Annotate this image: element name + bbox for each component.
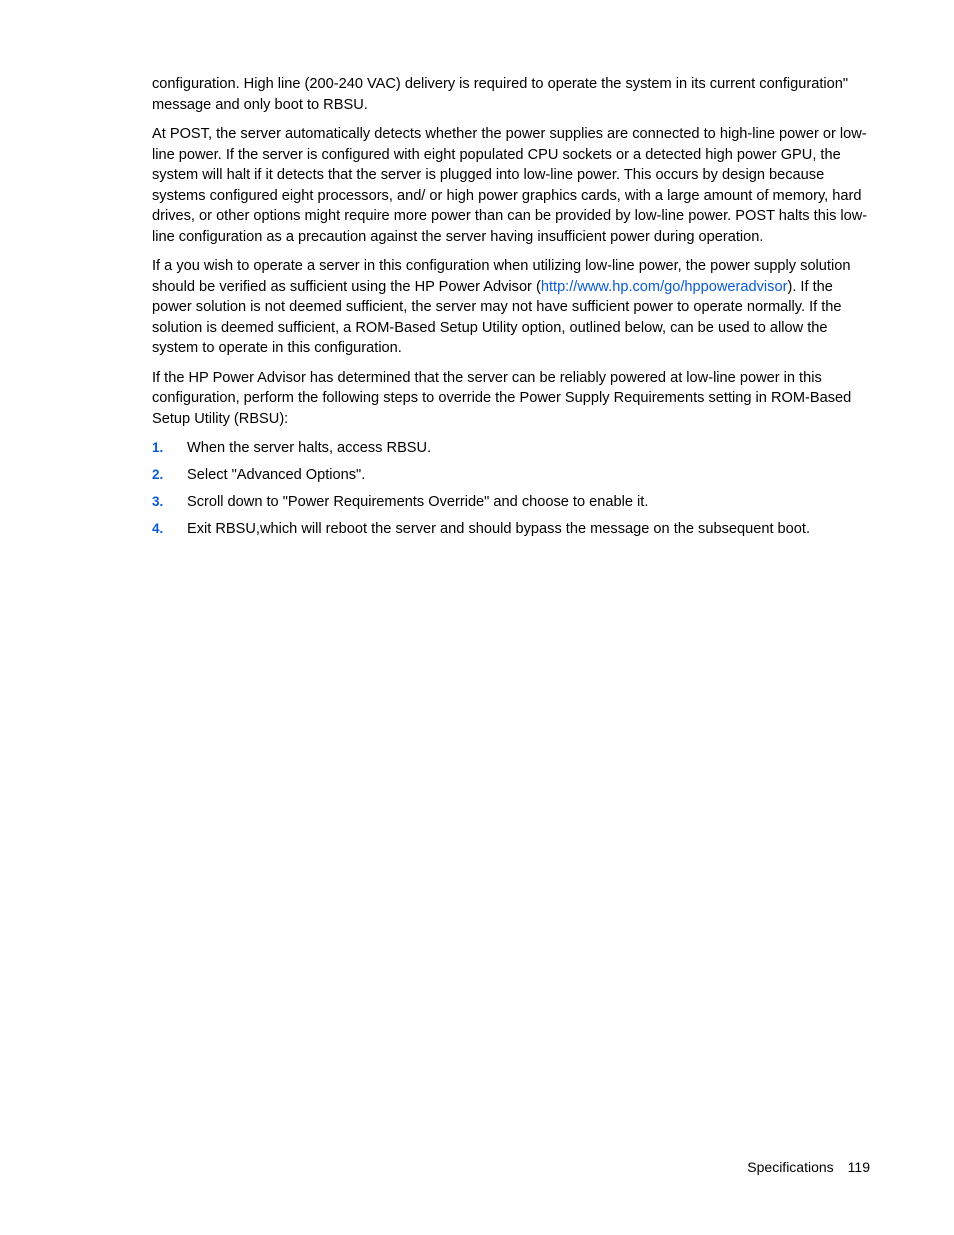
- footer-section-name: Specifications: [747, 1159, 834, 1175]
- step-number: 4.: [152, 521, 164, 536]
- paragraph-power-advisor-text-after: ). If the power solution is not deemed sufficient, the server may not have sufficient power to operate normally. If the solution is deemed sufficient, a ROM-Based Setup Utility option, outlined below, can be used to allow the system to operate in this configuration.: [152, 278, 842, 356]
- list-item: [152, 438, 872, 459]
- document-body: [152, 74, 872, 546]
- page-number: 119: [847, 1159, 870, 1175]
- hp-power-advisor-link[interactable]: http://www.hp.com/go/hppoweradvisor: [540, 278, 788, 295]
- step-text: Select "Advanced Options".: [187, 467, 366, 483]
- paragraph-message-continuation: configuration. High line (200-240 VAC) delivery is required to operate the system in its current configuration" message and only boot to RBSU.: [152, 76, 849, 113]
- page-footer: [747, 1157, 870, 1177]
- list-item: [152, 492, 872, 513]
- step-text: Exit RBSU,which will reboot the server and should bypass the message on the subsequent boot.: [187, 521, 811, 537]
- step-text: When the server halts, access RBSU.: [187, 440, 432, 456]
- paragraph-override-intro: If the HP Power Advisor has determined that the server can be reliably powered at low-line power in this configuration, perform the following steps to override the Power Supply Requirements setting in ROM-Based Setup Utility (RBSU):: [152, 369, 852, 427]
- paragraph-power-advisor: [152, 256, 872, 359]
- list-item: [152, 465, 872, 486]
- paragraph-post-detection: At POST, the server automatically detects whether the power supplies are connected to high-line power or low-line power. If the server is configured with eight populated CPU sockets or a detected high power GPU, the system will halt if it detects that the server is plugged into low-line power. This occurs by design because systems configured eight processors, and/ or high power graphics cards, with a large amount of memory, hard drives, or other options might require more power than can be provided by low-line power. POST halts this low-line configuration as a precaution against the server having insufficient power during operation.: [152, 126, 868, 245]
- list-item: [152, 519, 872, 540]
- paragraph-power-advisor-text-before: If a you wish to operate a server in this configuration when utilizing low-line power, the power supply solution should be verified as sufficient using the HP Power Advisor (: [152, 258, 851, 295]
- step-number: 1.: [152, 440, 164, 455]
- override-steps-list: [152, 438, 872, 540]
- step-number: 2.: [152, 467, 164, 482]
- step-number: 3.: [152, 494, 164, 509]
- step-text: Scroll down to "Power Requirements Override" and choose to enable it.: [187, 494, 649, 510]
